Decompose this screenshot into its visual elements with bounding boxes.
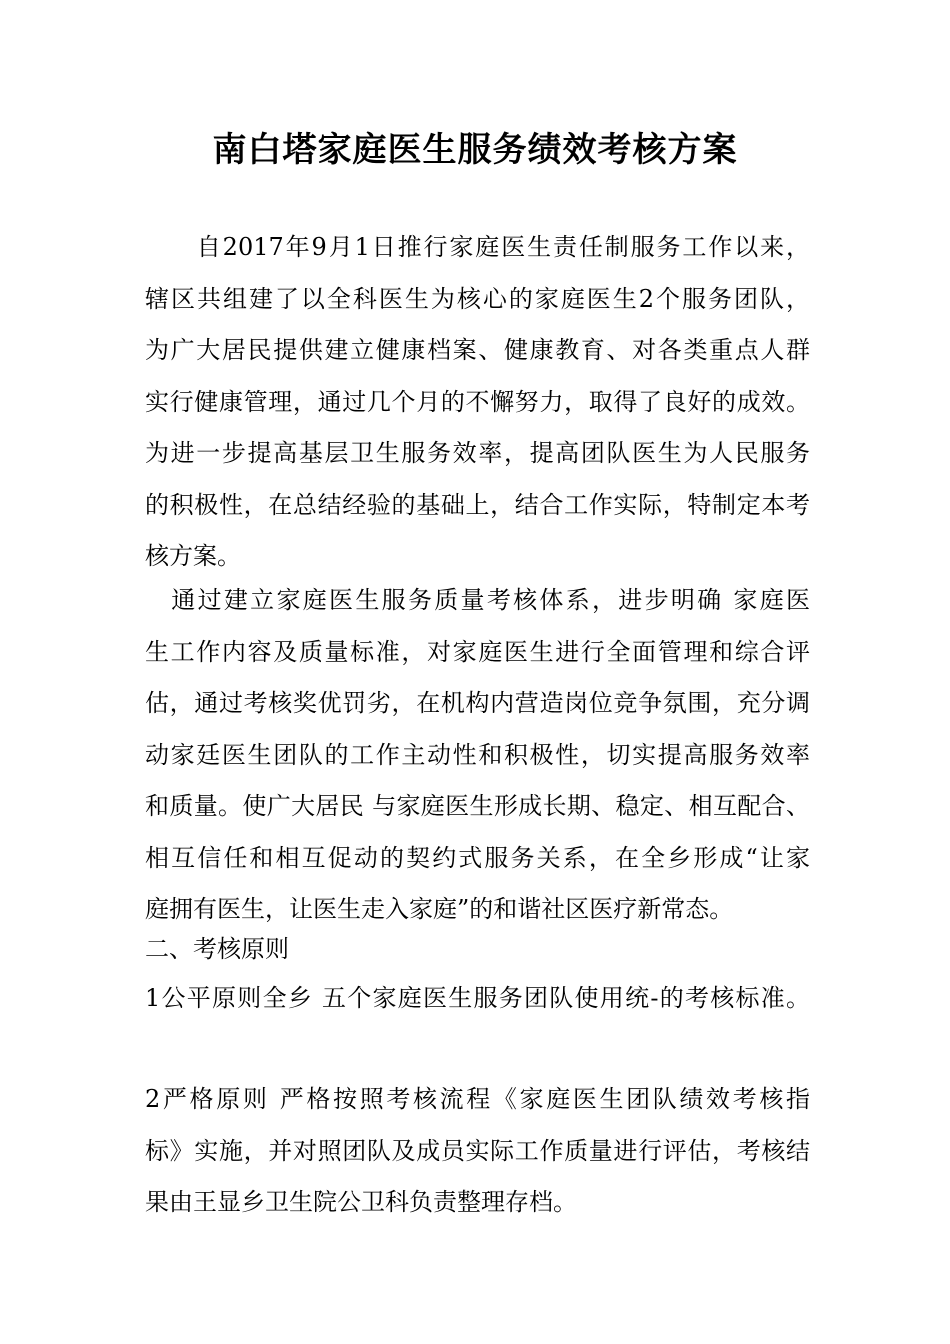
principle-fairness	[145, 973, 810, 1025]
principle-strictness	[145, 1074, 810, 1229]
paragraph-line: 实行健康管理，通过几个月的不懈努力，取得了良好的成效。	[145, 387, 810, 416]
paragraph-goals	[145, 575, 810, 936]
paragraph-intro	[145, 222, 810, 583]
heading-text: 二、考核原则	[145, 935, 289, 963]
paragraph-line: 1公平原则全乡 五个家庭医生服务团队使用统-的考核标准。	[145, 984, 810, 1012]
paragraph-line: 标》实施，并对照团队及成员实际工作质量进行评估，考核结	[145, 1136, 810, 1165]
paragraph-line: 动家廷医生团队的工作主动性和积极性，切实提高服务效率	[145, 740, 810, 769]
paragraph-line: 2严格原则 严格按照考核流程《家庭医生团队绩效考核指	[145, 1085, 810, 1113]
paragraph-line: 为进一步提高基层卫生服务效率，提高团队医生为人民服务	[145, 439, 810, 467]
paragraph-line: 相互信任和相互促动的契约式服务关系，在全乡形成“让家	[145, 843, 810, 872]
paragraph-line: 果由王显乡卫生院公卫科负责整理存档。	[145, 1188, 577, 1216]
paragraph-line: 辖区共组建了以全科医生为核心的家庭医生2个服务团队，	[145, 284, 810, 313]
paragraph-line: 的积极性，在总结经验的基础上，结合工作实际，特制定本考	[145, 490, 810, 519]
paragraph-line: 自2017年9月1日推行家庭医生责任制服务工作以来，	[145, 233, 810, 261]
paragraph-line: 为广大居民提供建立健康档案、健康教育、对各类重点人群	[145, 336, 810, 364]
document-title: 南白塔家庭医生服务绩效考核方案	[212, 130, 738, 170]
paragraph-line: 生工作内容及质量标准，对家庭医生进行全面管理和综合评	[145, 637, 810, 666]
paragraph-line: 核方案。	[145, 542, 241, 570]
paragraph-line: 估，通过考核奖优罚劣，在机构内营造岗位竞争氛围，充分调	[145, 689, 810, 717]
paragraph-line: 庭拥有医生，让医生走入家庭”的和谐社区医疗新常态。	[145, 895, 734, 923]
paragraph-line: 和质量。使广大居民 与家庭医生形成长期、稳定、相互配合、	[145, 792, 810, 820]
paragraph-line: 通过建立家庭医生服务质量考核体系，进步明确 家庭医	[145, 586, 810, 614]
section-heading	[145, 924, 810, 976]
